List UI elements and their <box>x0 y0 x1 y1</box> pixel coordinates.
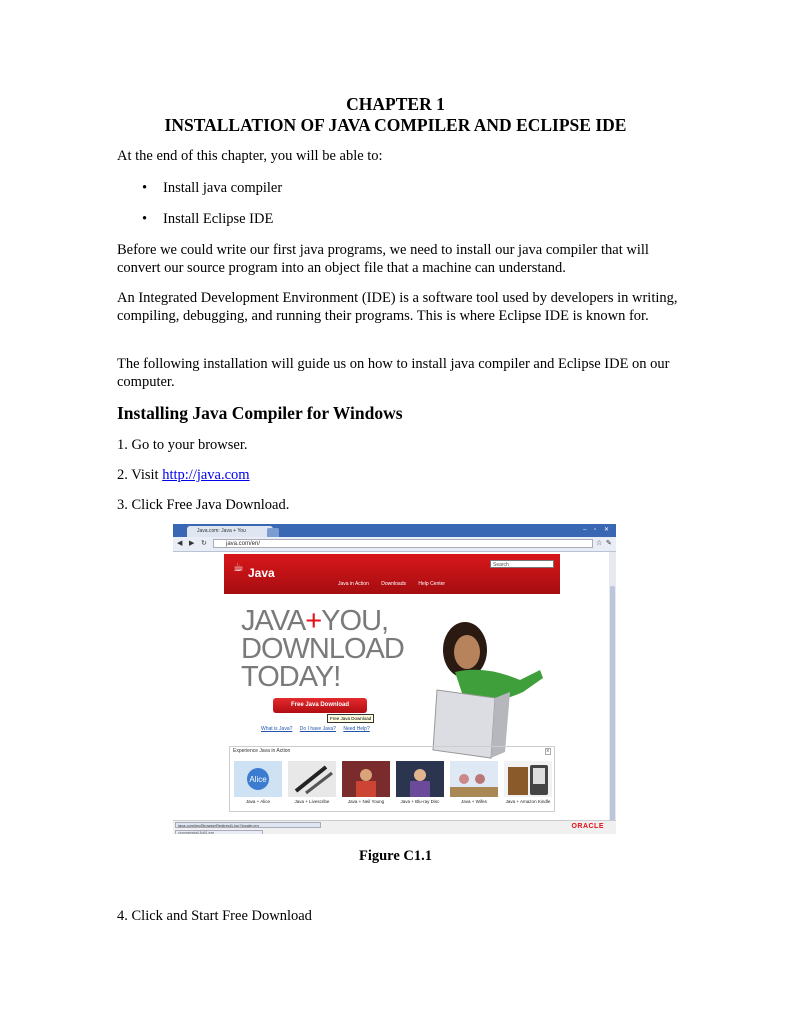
section-heading: Installing Java Compiler for Windows <box>117 403 403 423</box>
close-icon[interactable]: x <box>546 748 549 754</box>
bookmark-star-icon[interactable]: ☆ <box>596 540 603 547</box>
objective-text: Install Eclipse IDE <box>163 211 274 227</box>
reload-icon[interactable]: ↻ <box>201 540 207 547</box>
download-shelf-item[interactable]: chromeinstall-8u51.exe <box>175 830 263 834</box>
livescribe-thumbnail-icon[interactable] <box>288 761 336 797</box>
thumb-label: Java + Livescribe <box>294 799 330 804</box>
status-bar <box>173 820 616 834</box>
hero-you: YOU, <box>321 605 389 637</box>
forward-icon[interactable]: ▶ <box>189 540 195 547</box>
chapter-number: CHAPTER 1 <box>346 94 445 114</box>
window-controls[interactable]: – ▫ ✕ <box>583 527 612 533</box>
neil-young-thumbnail-icon[interactable] <box>342 761 390 797</box>
java-nav <box>338 581 456 587</box>
thumb-label: Java + Amazon Kindle <box>505 799 551 804</box>
java-search-input[interactable]: Search <box>490 560 554 568</box>
step-2 <box>117 467 687 485</box>
wrench-icon[interactable]: ✎ <box>606 540 612 547</box>
wifes-thumbnail-icon[interactable] <box>450 761 498 797</box>
experience-title: Experience Java in Action <box>233 748 291 754</box>
bluray-thumbnail-icon[interactable] <box>396 761 444 797</box>
what-is-java-link[interactable]: What is Java? <box>261 726 293 732</box>
browser-screenshot <box>173 524 616 834</box>
new-tab-button[interactable] <box>267 528 279 537</box>
step-2-text: 2. Visit <box>117 467 163 483</box>
objective-text: Install java compiler <box>163 180 283 196</box>
step-3: 3. Click Free Java Download. <box>117 497 290 513</box>
browser-tab[interactable]: Java.com: Java + You <box>187 526 273 537</box>
nav-help-center[interactable]: Help Center <box>418 581 446 587</box>
back-icon[interactable]: ◀ <box>177 540 183 547</box>
experience-java-panel <box>229 746 555 812</box>
intro-text: At the end of this chapter, you will be able to: <box>117 148 383 164</box>
browser-toolbar <box>173 537 616 552</box>
thumb-label: Java + Wifes <box>461 799 487 804</box>
paragraph: Before we could write our first java programs, we need to install our java compiler that will convert our source program into an object file that a machine can understand. <box>117 242 649 276</box>
need-help-link[interactable]: Need Help? <box>343 726 370 732</box>
step-4: 4. Click and Start Free Download <box>117 908 312 924</box>
hero-java: JAVA <box>241 605 306 637</box>
svg-text:Alice: Alice <box>249 775 267 784</box>
browser-titlebar <box>173 524 616 537</box>
objective-item <box>142 180 282 198</box>
java-com-link[interactable]: http://java.com <box>162 467 250 483</box>
download-tooltip: Free Java Download <box>327 714 374 723</box>
chapter-title: INSTALLATION OF JAVA COMPILER AND ECLIPSE IDE <box>164 115 627 135</box>
java-header <box>224 554 560 594</box>
hero-plus: + <box>305 605 322 637</box>
paragraph: The following installation will guide us on how to install java compiler and Eclipse IDE on our computer. <box>117 356 670 390</box>
thumb-label: Java + Alice <box>245 799 271 804</box>
kindle-thumbnail-icon[interactable] <box>504 761 552 797</box>
thumb-label: Java + Neil Young <box>347 799 385 804</box>
bullet-icon: • <box>142 180 148 196</box>
nav-downloads[interactable]: Downloads <box>381 581 406 587</box>
address-bar[interactable]: java.com/en/ <box>213 539 593 548</box>
paragraph: An Integrated Development Environment (IDE) is a software tool used by developers in writing, compiling, debugging, and running their programs. This is where Eclipse IDE is known for. <box>117 290 678 324</box>
web-page <box>173 552 609 820</box>
nav-java-in-action[interactable]: Java in Action <box>338 581 369 587</box>
oracle-logo[interactable]: ORACLE <box>571 823 604 830</box>
java-cup-icon: ☕ <box>233 560 244 574</box>
alice-thumbnail-icon[interactable] <box>234 761 282 797</box>
scrollbar[interactable] <box>609 552 616 820</box>
do-i-have-java-link[interactable]: Do I have Java? <box>299 726 336 732</box>
objective-item <box>142 211 273 229</box>
figure-caption: Figure C1.1 <box>358 848 433 864</box>
scrollbar-thumb[interactable] <box>610 586 615 834</box>
bullet-icon: • <box>142 211 148 227</box>
help-links <box>261 726 376 732</box>
status-url: java.com/inc/BrowserRedirect1.jsp?locale=en <box>175 822 321 828</box>
thumb-label: Java + Blu-ray Disc <box>400 799 440 804</box>
free-java-download-button[interactable]: Free Java Download <box>273 698 367 713</box>
java-logo[interactable]: Java <box>248 566 275 580</box>
hero-headline <box>241 607 404 691</box>
step-1: 1. Go to your browser. <box>117 437 248 453</box>
hero-today: TODAY! <box>241 661 341 693</box>
woman-with-laptop-image <box>425 610 550 760</box>
hero-download: DOWNLOAD <box>241 633 404 665</box>
